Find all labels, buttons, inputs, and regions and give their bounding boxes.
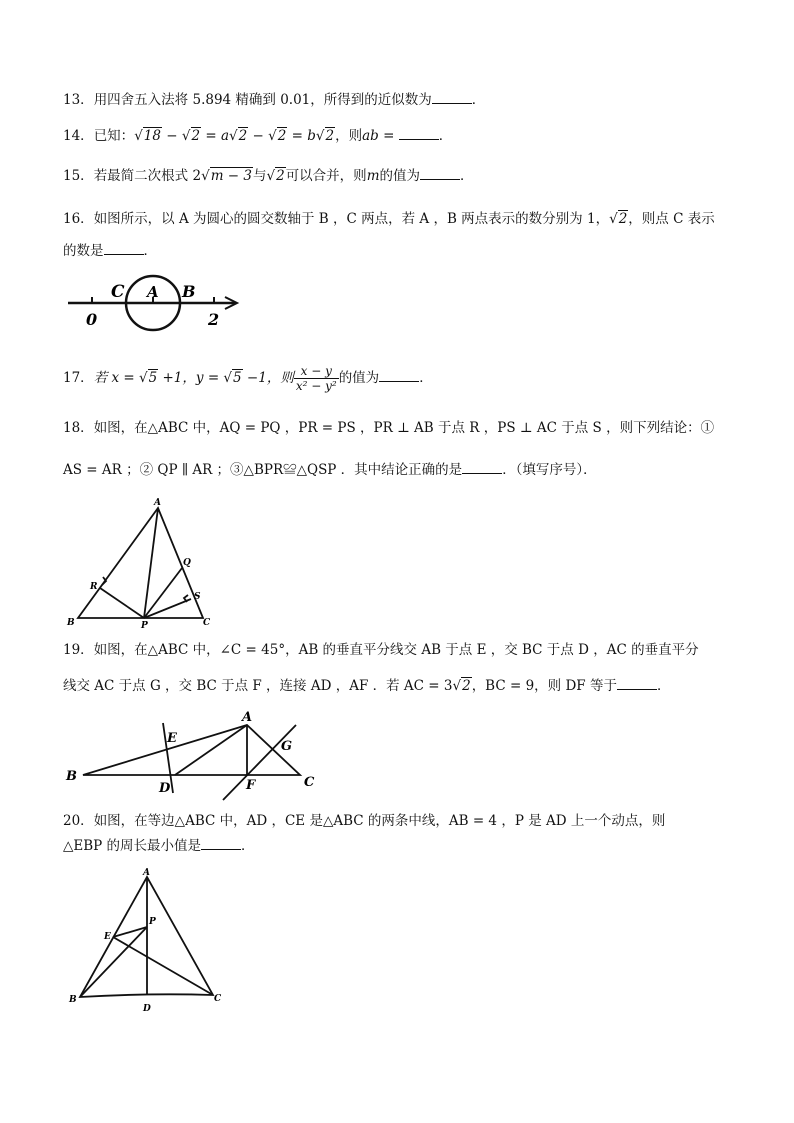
label-two: 2 [208, 310, 220, 329]
answer-blank [379, 367, 419, 382]
question-number: 20． [63, 813, 94, 829]
question-number: 18． [63, 420, 94, 436]
label-S: S [194, 592, 201, 602]
label-P: P [141, 621, 148, 631]
question-14: 14．已知：√18 − √2 = a√2 − √2 = b√2，则ab = ． [63, 125, 452, 147]
label-C: C [203, 618, 211, 628]
question-20-line2: △EBP 的周长最小值是 ． [63, 835, 255, 857]
label-C: C [111, 282, 125, 302]
question-number: 13． [63, 92, 94, 108]
question-19-line2: 线交 AC 于点 G ，交 BC 于点 F ，连接 AD ，AF ．若 AC = 3√2，BC = 9，则 DF 等于 ． [63, 675, 670, 697]
answer-blank [617, 675, 657, 690]
label-C: C [214, 994, 222, 1004]
label-B: B [182, 282, 196, 301]
label-G: G [281, 739, 293, 754]
segment-AD [175, 725, 247, 775]
label-A: A [154, 498, 161, 508]
question-20: 20．如图，在等边△ABC 中，AD ，CE 是△ABC 的两条中线，AB = 4 ，P 是 AD 上一个动点，则 [63, 813, 666, 829]
q16-number-line-figure [65, 275, 245, 335]
question-text: 用四舍五入法将 5.894 精确到 0.01，所得到的近似数为 [93, 92, 432, 108]
label-D: D [143, 1004, 151, 1014]
answer-blank [432, 89, 472, 104]
answer-blank [420, 165, 460, 180]
question-number: 19． [63, 642, 94, 658]
q18-triangle-figure [63, 495, 223, 630]
triangle-ABC [83, 725, 300, 775]
label-A: A [147, 283, 159, 301]
question-17: 17．若 x = √5 +1，y = √5 −1，则 $\frac{x - y}{\text{x² − y²}}$ 的值为 ． [63, 364, 433, 393]
question-number: 15． [63, 168, 94, 184]
question-16: 16．如图所示，以 A 为圆心的圆交数轴于 B ，C 两点，若 A ，B 两点表示的数分别为 1，√2，则点 C 表示 [63, 211, 715, 227]
answer-blank [104, 240, 144, 255]
label-A: A [143, 868, 150, 878]
label-zero: 0 [86, 310, 98, 329]
label-Q: Q [183, 558, 191, 568]
label-C: C [304, 775, 315, 790]
answer-blank [399, 125, 439, 140]
label-F: F [246, 778, 256, 793]
label-A: A [242, 710, 253, 725]
q20-triangle-figure [63, 865, 233, 1015]
answer-blank [201, 835, 241, 850]
label-D: D [159, 781, 171, 796]
question-16-line2: 的数是 ． [63, 240, 157, 262]
label-E: E [167, 731, 177, 746]
question-18: 18．如图，在△ABC 中，AQ = PQ ，PR = PS ，PR ⊥ AB 于点 R ，PS ⊥ AC 于点 S ，则下列结论：① [63, 420, 715, 436]
label-B: B [66, 769, 77, 784]
label-B: B [69, 995, 77, 1005]
q19-triangle-figure [63, 705, 333, 805]
question-number: 17． [63, 370, 94, 386]
answer-blank [462, 459, 502, 474]
segment-PR [100, 588, 144, 618]
question-number: 16． [63, 211, 94, 227]
question-19: 19．如图，在△ABC 中，∠C = 45°，AB 的垂直平分线交 AB 于点 E ，交 BC 于点 D ，AC 的垂直平分 [63, 642, 699, 658]
question-15: 15．若最简二次根式 2√m − 3与√2可以合并，则m的值为 ． [63, 165, 474, 187]
label-E: E [104, 932, 111, 942]
question-18-line2: AS = AR ；② QP ∥ AR ；③△BPR≌△QSP ．其中结论正确的是 ．（填写序号）． [63, 459, 597, 481]
label-R: R [90, 582, 98, 592]
label-P: P [149, 917, 156, 927]
label-B: B [67, 618, 75, 628]
question-13: 13．用四舍五入法将 5.894 精确到 0.01，所得到的近似数为 ． [63, 89, 485, 111]
fraction: $\frac{x - y}{\text{x² − y²}}$ [295, 364, 337, 393]
question-number: 14． [63, 128, 94, 144]
